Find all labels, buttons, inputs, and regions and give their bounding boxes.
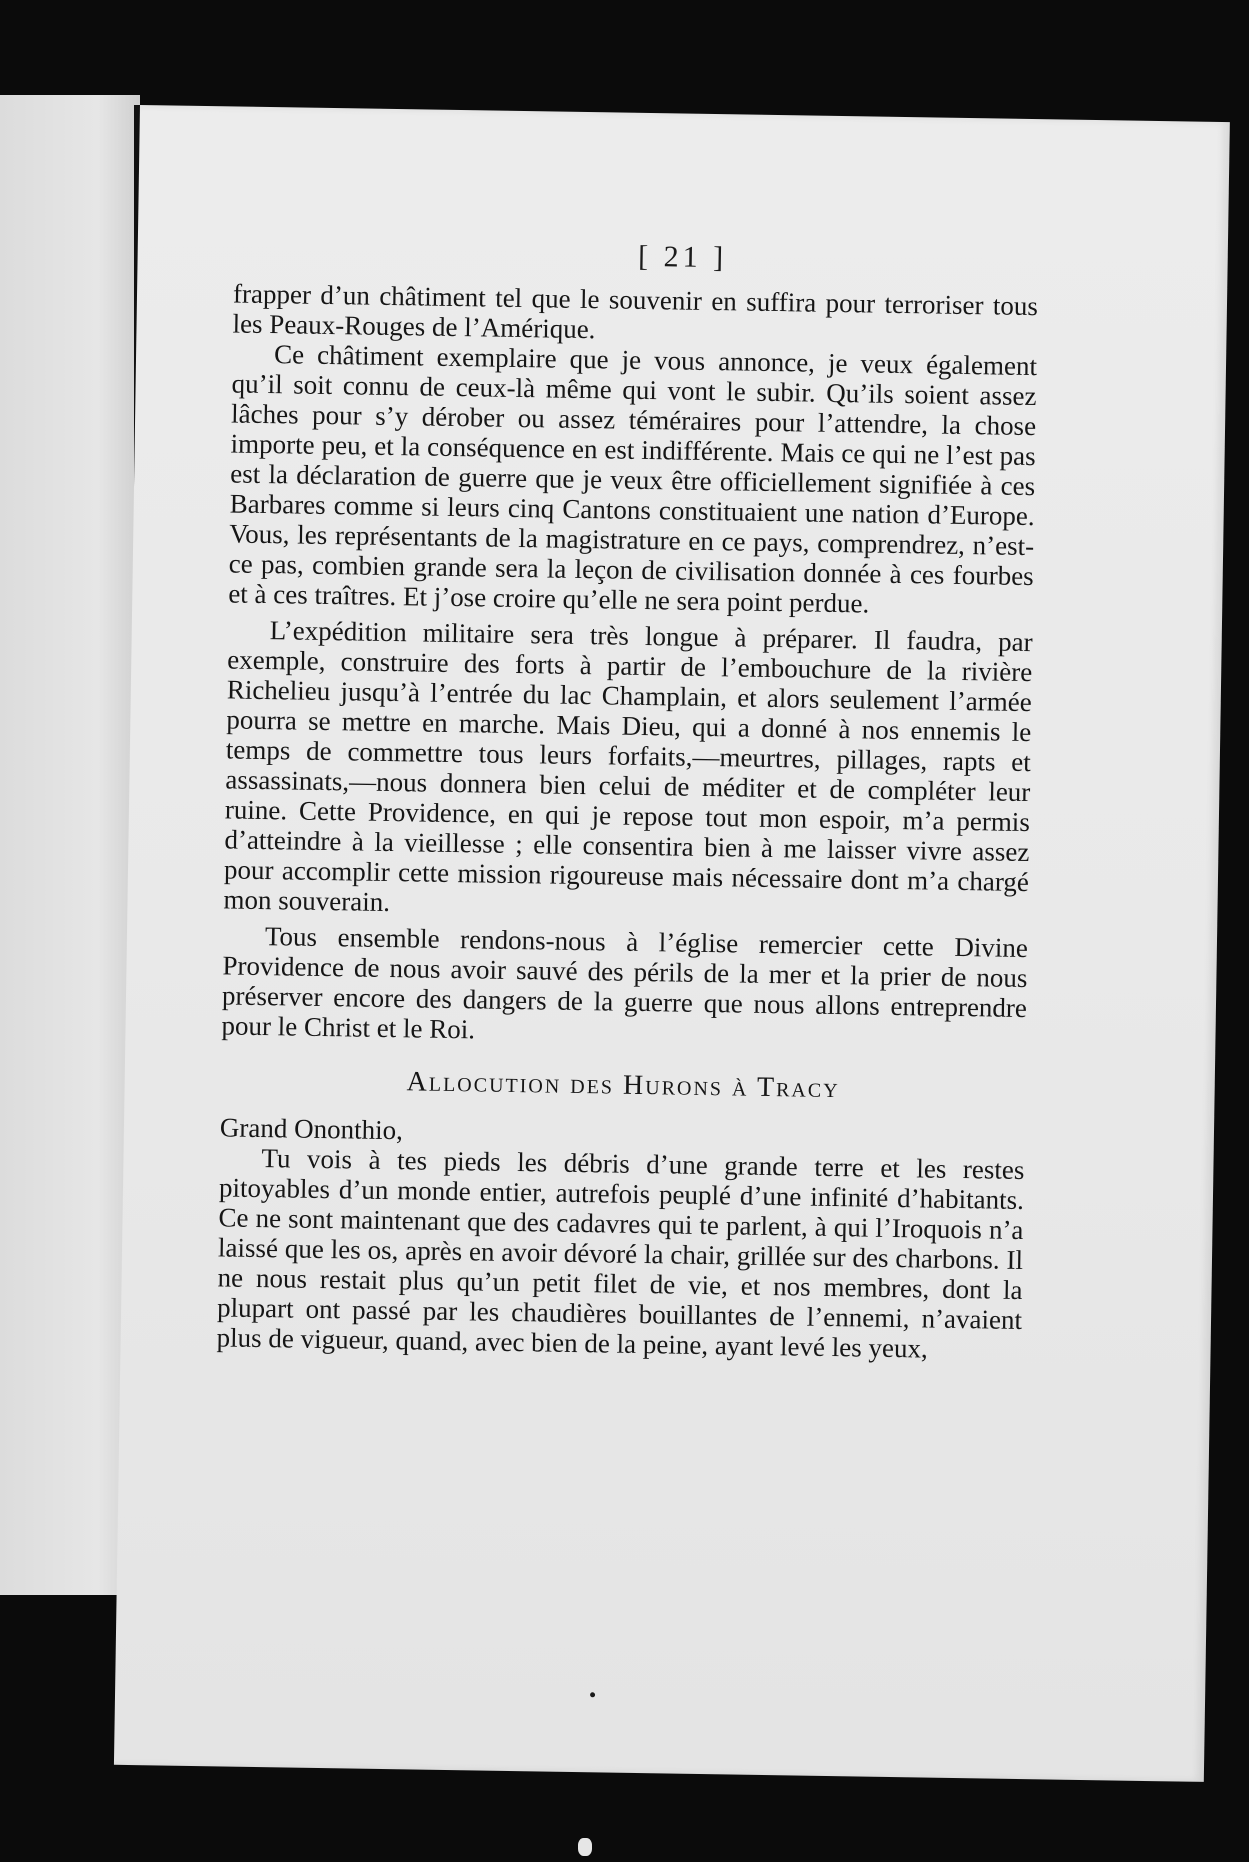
book-page [114, 105, 1230, 1782]
page-number: [ 21 ] [637, 239, 728, 275]
salutation: Grand Ononthio, [219, 1112, 404, 1146]
paragraph: frapper d’un châtiment tel que le souvenir en suffira pour terroriser tous les Peaux-Rouges de l’Amérique. [232, 278, 1039, 345]
ink-speck [590, 1692, 595, 1697]
paragraph: Ce châtiment exemplaire que je vous annonce, je veux également qu’il soit connu de ceux-là même qui vont le subir. Qu’ils soient assez lâches pour s’y dérober ou assez téméraires pour l’attendre, la chose importe peu, et la conséquence en est indifférente. Mais ce qui ne l’est pas est la déclaration de guerre que je veux être officiellement signifiée à ces Barbares comme si leurs cinq Cantons constituaient une nation d’Europe. Vous, les représentants de la magistrature en ce pays, comprendrez, n’est-ce pas, combien grande sera la leçon de civilisation donnée à ces fourbes et à ces traîtres. Et j’ose croire qu’elle ne sera point perdue. [228, 339, 1038, 619]
paragraph: Tu vois à tes pieds les débris d’une grande terre et les restes pitoyables d’un monde entier, autrefois peuplé d’une infinité d’habitants. Ce ne sont maintenant que des cadavres qui te parlent, à qui l’Iroquois n’a laissé que les os, après en avoir dévoré la chair, grillée sur des charbons. Il ne nous restait plus qu’un petit filet de vie, et nos membres, dont la plupart ont passé par les chaudières bouillantes de l’ennemi, n’avaient plus de vigueur, quand, avec bien de la peine, ayant levé les yeux, [216, 1143, 1025, 1364]
scan-artifact [578, 1838, 592, 1856]
paragraph: L’expédition militaire sera très longue à préparer. Il faudra, par exemple, construire des forts à partir de l’embouchure de la rivière Richelieu jusqu’à l’entrée du lac Champlain, et alors seulement l’armée pourra se mettre en marche. Mais Dieu, qui a donné à nos ennemis le temps de commettre tous leurs forfaits,—meurtres, pillages, rapts et assassinats,—nous donnera bien celui de méditer et de compléter leur ruine. Cette Providence, en qui je repose tout mon espoir, m’a permis d’atteindre à la vieillesse ; elle consentira bien à me laisser vivre assez pour accomplir cette mission rigoureuse mais nécessaire dont m’a chargé mon souverain. [223, 615, 1033, 918]
section-title: Allocution des Hurons à Tracy [406, 1066, 840, 1105]
paragraph: Tous ensemble rendons-nous à l’église remercier cette Divine Providence de nous avoir sauvé des périls de la mer et la prier de nous préserver encore des dangers de la guerre que nous allons entreprendre pour le Christ et le Roi. [221, 921, 1029, 1045]
page-text [216, 278, 1038, 1365]
previous-page-edge [0, 95, 140, 1595]
